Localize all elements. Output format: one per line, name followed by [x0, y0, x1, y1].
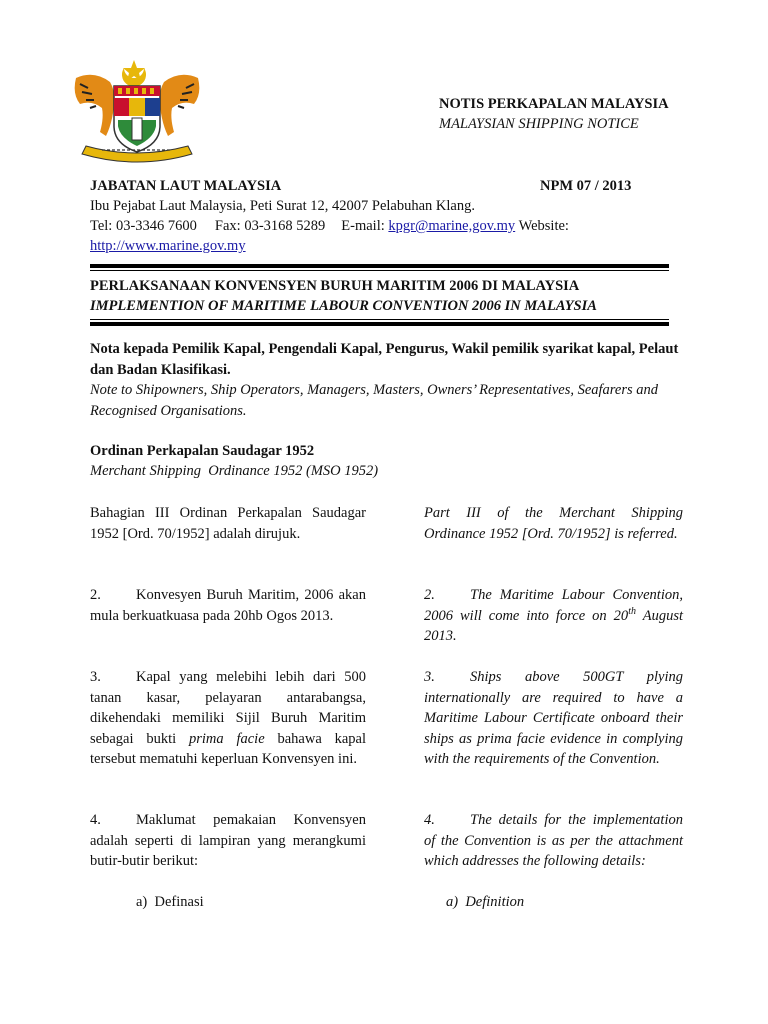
paragraph-2-sup: th: [628, 605, 636, 617]
paragraph-3-ms: [90, 667, 366, 770]
notice-number: NPM 07 / 2013: [540, 178, 632, 194]
email-label: E-mail:: [341, 218, 385, 234]
paragraph-4-number-en: 4.: [424, 812, 435, 828]
paragraph-2-text-en-end: August 2013.: [424, 607, 683, 644]
paragraph-2-number-en: 2.: [424, 587, 435, 603]
paragraph-3-en: [424, 667, 683, 770]
paragraph-3-text-ms-end: bahawa kapal tersebut mematuhi keperluan Konvensyen ini.: [90, 730, 366, 767]
divider-top-thick: [90, 264, 669, 268]
paragraph-2-text-ms: Konvesyen Buruh Maritim, 2006 akan mula berkuatkuasa pada 20hb Ogos 2013.: [90, 587, 366, 624]
list-item-a-ms: a) Definasi: [136, 894, 204, 910]
paragraph-4-en: [424, 810, 683, 872]
email-link[interactable]: kpgr@marine,gov.my: [388, 218, 516, 234]
paragraph-2-text-en: The Maritime Labour Convention, 2006 will come into force on 20: [424, 587, 683, 624]
paragraph-4-text-ms: Maklumat pemakaian Konvensyen adalah seperti di lampiran yang merangkumi butir-butir berikut:: [90, 812, 366, 869]
paragraph-1-en: Part III of the Merchant Shipping Ordinance 1952 [Ord. 70/1952] is referred.: [424, 505, 683, 542]
divider-bottom-thin: [90, 319, 669, 320]
paragraph-3-number-ms: 3.: [90, 669, 101, 685]
website-link[interactable]: http://www.marine.gov.my: [90, 238, 246, 254]
paragraph-2-number-ms: 2.: [90, 587, 101, 603]
subject-en: IMPLEMENTION OF MARITIME LABOUR CONVENTION 2006 IN MALAYSIA: [90, 298, 597, 314]
paragraph-4-ms: [90, 810, 366, 872]
malaysia-coat-of-arms-icon: [66, 58, 208, 166]
website-label: Website:: [518, 218, 569, 234]
ordinance-ms: Ordinan Perkapalan Saudagar 1952: [90, 443, 315, 459]
paragraph-2-en: [424, 585, 683, 647]
paragraph-1-ms: Bahagian III Ordinan Perkapalan Saudagar 1952 [Ord. 70/1952] adalah dirujuk.: [90, 505, 366, 542]
divider-top-thin: [90, 270, 669, 271]
paragraph-2-ms: [90, 585, 366, 626]
paragraph-3-text-en: Ships above 500GT plying internationally are required to have a Maritime Labour Certificate onboard their ships as prima facie evidence in complying with the requirements of the Convention.: [424, 669, 683, 767]
note-ms: Nota kepada Pemilik Kapal, Pengendali Kapal, Pengurus, Wakil pemilik syarikat kapal, Pelaut dan Badan Klasifikasi.: [90, 341, 679, 378]
notice-title-en: MALAYSIAN SHIPPING NOTICE: [439, 116, 639, 132]
ordinance-en: Merchant Shipping Ordinance 1952 (MSO 1952): [90, 463, 379, 479]
paragraph-3-italic-ms: prima facie: [188, 730, 265, 747]
paragraph-4-text-en: The details for the implementation of the Convention is as per the attachment which addresses the following details:: [424, 812, 683, 869]
paragraph-3-number-en: 3.: [424, 669, 435, 685]
agency-address: Ibu Pejabat Laut Malaysia, Peti Surat 12, 42007 Pelabuhan Klang.: [90, 198, 475, 214]
agency-tel: Tel: 03-3346 7600: [90, 218, 197, 234]
paragraph-4-number-ms: 4.: [90, 812, 101, 828]
notice-title-ms: NOTIS PERKAPALAN MALAYSIA: [439, 96, 669, 112]
subject-ms: PERLAKSANAAN KONVENSYEN BURUH MARITIM 2006 DI MALAYSIA: [90, 278, 580, 294]
note-en: Note to Shipowners, Ship Operators, Managers, Masters, Owners’ Representatives, Seafarers and Recognised Organisations.: [90, 382, 659, 419]
agency-contact-line: [90, 216, 710, 237]
paragraph-3-text-ms: Kapal yang melebihi lebih dari 500 tanan kasar, pelayaran antarabangsa, dikehendaki memiliki Sijil Buruh Maritim sebagai bukti: [90, 669, 366, 747]
agency-fax: Fax: 03-3168 5289: [214, 218, 326, 234]
agency-name: JABATAN LAUT MALAYSIA: [90, 178, 282, 194]
divider-bottom-thick: [90, 322, 669, 326]
list-item-a-en: a) Definition: [446, 894, 525, 910]
